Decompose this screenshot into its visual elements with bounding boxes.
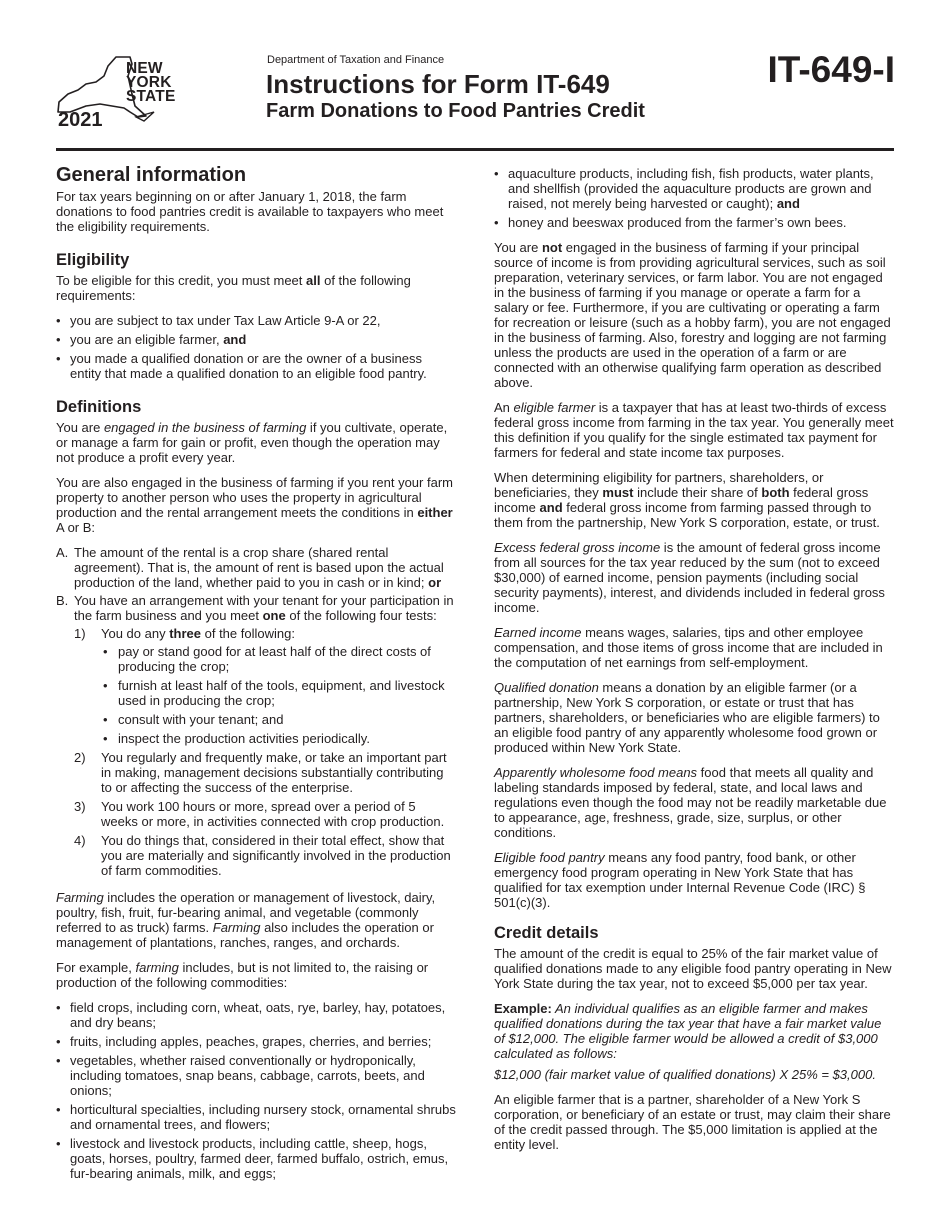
- farming-business-definition: You are engaged in the business of farming if you cultivate, operate, or manage a farm for gain or profit, even though the operation may not produce a profit every year.: [56, 420, 448, 465]
- page-header: [0, 0, 950, 150]
- commodities-list: [56, 1000, 456, 1181]
- page-title: Instructions for Form IT-649: [266, 69, 610, 99]
- commodities-intro: For example, farming includes, but is not limited to, the raising or production of the following commodities:: [56, 960, 429, 990]
- list-item: • pay or stand good for at least half of the direct costs of producing the crop;: [101, 644, 456, 674]
- list-item: • consult with your tenant; and: [101, 712, 456, 727]
- department-name: Department of Taxation and Finance: [267, 54, 445, 66]
- not-farming-paragraph: You are not engaged in the business of farming if your principal source of income is from providing agricultural services, such as soil preparation, veterinary services, or farm labor. You are not engaged in the business of farming if you manage or operate a farm for a salary or fee. Furthermore, if you are cultivating or operating a farm for recreation or leisure (such as a hobby farm), you are not engaged in the business of farming. Also, forestry and logging are not farming unless the products are used in the operation of a farm or are connected with an otherwise qualifying farm operation as described above.: [494, 240, 891, 390]
- logo-line-york: YORK: [126, 74, 172, 91]
- general-information-text: For tax years beginning on or after January 1, 2018, the farm donations to food pantries credit is available to taxpayers who meet the eligibility requirements.: [56, 189, 444, 234]
- list-item: • fruits, including apples, peaches, grapes, cherries, and berries;: [56, 1034, 456, 1049]
- logo-wordmark: [126, 62, 176, 104]
- conditions-list: [56, 545, 456, 878]
- test-item: 3) You work 100 hours or more, spread over a period of 5 weeks or more, in activities connected with crop production.: [74, 799, 445, 829]
- eligibility-heading: Eligibility: [56, 251, 130, 269]
- definitions-heading: Definitions: [56, 398, 142, 416]
- earned-income-definition: Earned income means wages, salaries, tips and other employee compensation, and those items of gross income that are included in the computation of net earnings from self-employment.: [494, 625, 883, 670]
- partners-paragraph: When determining eligibility for partners, shareholders, or beneficiaries, they must include their share of both federal gross income and federal gross income from farming passed through to them from the partnership, New York S corporation, estate, or trust.: [494, 470, 880, 530]
- test-item: 4) You do things that, considered in their total effect, show that you are materially and significantly involved in the production of farm commodities.: [74, 833, 451, 878]
- commodities-list-continued: [494, 166, 894, 230]
- list-item: • furnish at least half of the tools, equipment, and livestock used in producing the crop;: [101, 678, 456, 708]
- list-item: • you made a qualified donation or are the owner of a business entity that made a qualified donation to an eligible food pantry.: [56, 351, 456, 381]
- logo-line-new: NEW: [126, 60, 163, 77]
- rental-paragraph: You are also engaged in the business of farming if you rent your farm property to another person who uses the property in agricultural production and the rental arrangement meets the conditions in either A or B:: [56, 475, 453, 535]
- test-item: 1) You do any three of the following: • pay or stand good for at least half of the direct costs of producing the crop; • furnish at least half of the tools, equipment, and livestock used in producing the crop; • consult with your tenant; and • inspect the production activities periodically.: [74, 626, 456, 746]
- pass-through-paragraph: An eligible farmer that is a partner, shareholder of a New York S corporation, or beneficiary of an estate or trust, may claim their share of the credit passed through. The $5,000 limitation is applied at the entity level.: [494, 1092, 891, 1152]
- logo-line-state: STATE: [126, 88, 176, 105]
- list-item: • livestock and livestock products, including cattle, sheep, hogs, goats, horses, poultry, farmed deer, farmed buffalo, ostrich, emus, fur-bearing animals, milk, and eggs;: [56, 1136, 456, 1181]
- form-number: IT-649-I: [767, 49, 895, 90]
- wholesome-food-definition: Apparently wholesome food means food that meets all quality and labeling standards imposed by federal, state, and local laws and regulations even though the food may not be readily marketable due to appearance, age, freshness, grade, size, surplus, or other conditions.: [494, 765, 887, 840]
- list-item: • aquaculture products, including fish, fish products, water plants, and shellfish (provided the aquaculture products are grown and raised, not merely being harvested or caught); and: [494, 166, 894, 211]
- list-item: • field crops, including corn, wheat, oats, rye, barley, hay, potatoes, and dry beans;: [56, 1000, 456, 1030]
- credit-example: Example: An individual qualifies as an eligible farmer and makes qualified donations during the tax year that have a fair market value of $12,000. The eligible farmer would be allowed a credit of $3,000 calculated as follows:: [494, 1001, 882, 1061]
- list-item: • honey and beeswax produced from the farmer’s own bees.: [494, 215, 894, 230]
- credit-details-heading: Credit details: [494, 924, 599, 942]
- test-1-sublist: [101, 644, 456, 746]
- page-subtitle: Farm Donations to Food Pantries Credit: [266, 100, 645, 122]
- eligible-farmer-definition: An eligible farmer is a taxpayer that has at least two-thirds of excess federal gross income from farming in the tax year. You generally meet this definition if you qualify for the single estimated tax payment for farmers for federal and state income tax purposes.: [494, 400, 894, 460]
- eligible-food-pantry-definition: Eligible food pantry means any food pantry, food bank, or other emergency food program operating in New York State that has qualified for tax exemption under Internal Revenue Code (IRC) § 501(c)(3).: [494, 850, 866, 910]
- list-item: • vegetables, whether raised conventionally or hydroponically, including tomatoes, snap beans, cabbage, carrots, beets, and onions;: [56, 1053, 456, 1098]
- credit-calculation: $12,000 (fair market value of qualified donations) X 25% = $3,000.: [494, 1067, 876, 1082]
- qualified-donation-definition: Qualified donation means a donation by an eligible farmer (or a partnership, New York S corporation, or estate or trust that has partners, shareholders, or beneficiaries who are eligible farmers) to an eligible food pantry of any apparently wholesome food grown or produced within New York State.: [494, 680, 880, 755]
- right-column: [494, 166, 894, 1162]
- logo-year: 2021: [58, 109, 103, 131]
- list-item: • you are subject to tax under Tax Law Article 9-A or 22,: [56, 313, 456, 328]
- credit-amount-paragraph: The amount of the credit is equal to 25% of the fair market value of qualified donations made to any eligible food pantry operating in New York State during the tax year, not to exceed $5,000 per tax year.: [494, 946, 892, 991]
- eligibility-list: [56, 313, 456, 381]
- test-item: 2) You regularly and frequently make, or take an important part in making, management decisions substantially contributing to or affecting the success of the enterprise.: [74, 750, 447, 795]
- nys-logo: [56, 54, 186, 132]
- condition-b: B. You have an arrangement with your tenant for your participation in the farm business and you meet one of the following four tests: 1) You do any three of the following: • pay or stand good for at least half of the direct costs of producing the crop; • furnish at least half of the tools, equipment, and livestock used in producing the crop; • consult with your tenant; and • inspect the production activities periodically. 2) You regularly and frequently make, or take an important part in making, management decisions substantially contributing to or affecting the success of the enterprise. 3) You work 100 hours or more, spread over a period of 5 weeks or more, in activities connected with crop production. 4) You do things that, considered in their total effect, show that you are materially and significantly involved in the production of farm commodities.: [56, 593, 456, 878]
- left-column: [56, 164, 456, 1187]
- excess-federal-gross-income-definition: Excess federal gross income is the amount of federal gross income from all sources for the tax year reduced by the sum (not to exceed $30,000) of earned income, pension payments (including social security payments), interest, and dividends included in federal gross income.: [494, 540, 885, 615]
- header-divider: [56, 148, 894, 151]
- list-item: • inspect the production activities periodically.: [101, 731, 456, 746]
- general-information-heading: General information: [56, 164, 247, 186]
- tests-list: [74, 626, 456, 878]
- eligibility-intro: To be eligible for this credit, you must meet all of the following requirements:: [56, 273, 411, 303]
- condition-a: A. The amount of the rental is a crop share (shared rental agreement). That is, the amount of rent is based upon the actual production of the land, whether paid to you in cash or in kind; or: [56, 545, 444, 590]
- list-item: • horticultural specialties, including nursery stock, ornamental shrubs and ornamental trees, and flowers;: [56, 1102, 456, 1132]
- list-item: • you are an eligible farmer, and: [56, 332, 456, 347]
- farming-definition: Farming includes the operation or management of livestock, dairy, poultry, fish, fruit, fur-bearing animal, and vegetable (commonly referred to as truck) farms. Farming also includes the operation or management of plantations, ranches, ranges, and orchards.: [56, 890, 436, 950]
